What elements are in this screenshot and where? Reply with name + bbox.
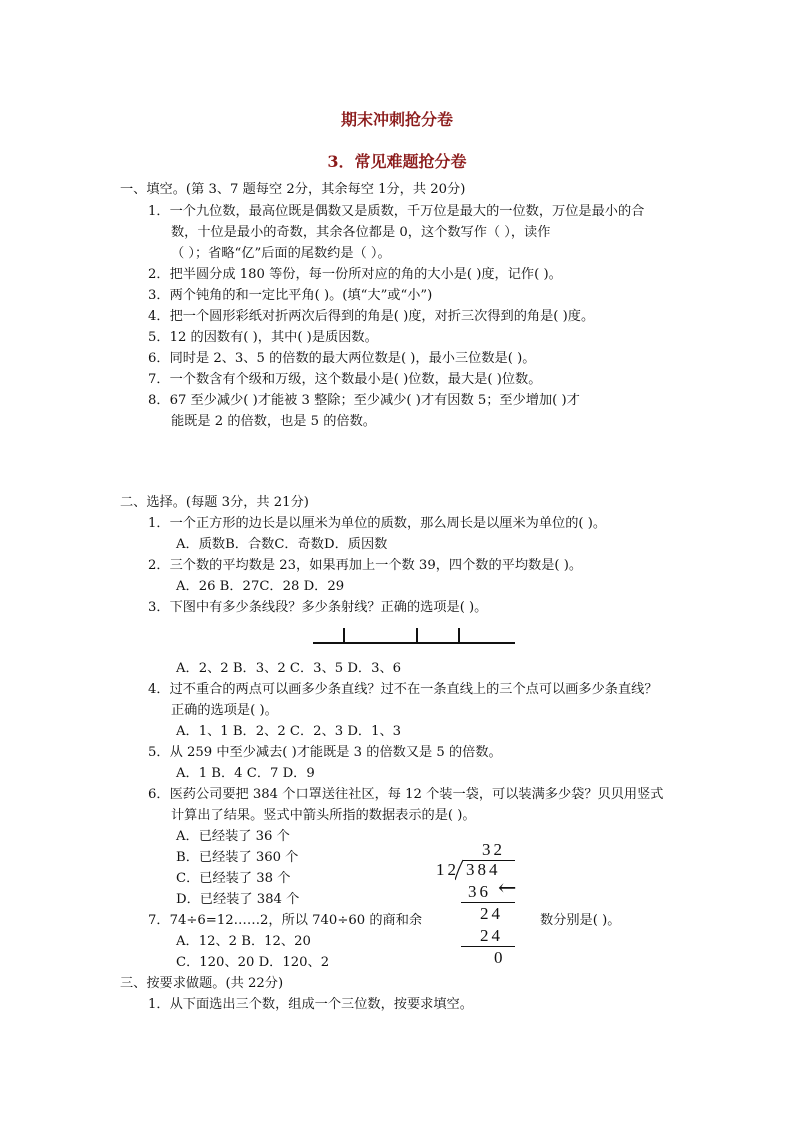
s2-q6-line2: 计算出了结果。竖式中箭头所指的数据表示的是( )。: [171, 808, 476, 823]
s2-q7-options-2: C．120、20 D．120、2: [176, 955, 330, 970]
s1-q8-line2: 能既是 2 的倍数，也是 5 的倍数。: [171, 414, 376, 429]
s2-q4-options: A．1、1 B．2、2 C．2、3 D．1、3: [176, 724, 402, 739]
s2-q2-options: A．26 B．27C．28 D．29: [176, 579, 345, 594]
division-dividend: 384: [466, 860, 501, 879]
division-rule-1: [461, 902, 515, 903]
s2-q3: 3．下图中有多少条线段？多少条射线？正确的选项是( )。: [148, 600, 488, 615]
s2-q1: 1．一个正方形的边长是以厘米为单位的质数，那么周长是以厘米为单位的( )。: [148, 516, 607, 531]
division-divisor: 12: [436, 860, 459, 879]
s2-q7-options-1: A．12、2 B．12、20: [176, 934, 311, 949]
division-rule-2: [461, 946, 515, 947]
s2-q6-option-b: B．已经装了 360 个: [176, 850, 299, 865]
s2-q5-options: A．1 B．4 C．7 D．9: [176, 766, 315, 781]
s2-q6-option-d: D．已经装了 384 个: [176, 892, 300, 907]
s2-q6-option-c: C．已经装了 38 个: [176, 871, 291, 886]
section-1-heading: 一、填空。(第 3、7 题每空 2分，其余每空 1分，共 20分): [120, 182, 466, 197]
s3-q1: 1．从下面选出三个数，组成一个三位数，按要求填空。: [148, 997, 473, 1012]
s1-q1-line1: 1．一个九位数，最高位既是偶数又是质数，千万位是最大的一位数，万位是最小的合: [148, 204, 645, 219]
s2-q3-options: A．2、2 B．3、2 C．3、5 D．3、6: [176, 661, 402, 676]
division-step-3: 24: [480, 926, 503, 945]
s1-q5: 5．12 的因数有( )，其中( )是质因数。: [148, 330, 378, 345]
division-bracket: [455, 859, 465, 881]
s2-q2: 2．三个数的平均数是 23，如果再加上一个数 39，四个数的平均数是( )。: [148, 558, 583, 573]
figure-point: [458, 628, 460, 644]
s1-q8-line1: 8．67 至少减少( )才能被 3 整除；至少减少( )才有因数 5；至少增加( )才: [148, 393, 580, 408]
figure-point: [416, 628, 418, 644]
s2-q6-option-a: A．已经装了 36 个: [176, 829, 290, 844]
s1-q2: 2．把半圆分成 180 等份，每一份所对应的角的大小是( )度，记作( )。: [148, 267, 562, 282]
s1-q7: 7．一个数含有个级和万级，这个数最小是( )位数，最大是( )位数。: [148, 372, 542, 387]
s2-q1-options: A．质数B．合数C．奇数D．质因数: [176, 537, 388, 552]
figure-point: [343, 628, 345, 644]
section-2-heading: 二、选择。(每题 3分，共 21分): [120, 495, 309, 510]
s1-q6: 6．同时是 2、3、5 的倍数的最大两位数是( )，最小三位数是( )。: [148, 351, 536, 366]
s2-q4-line2: 正确的选项是( )。: [171, 703, 278, 718]
division-remainder: 0: [494, 948, 506, 967]
section-3-heading: 三、按要求做题。(共 22分): [120, 976, 284, 991]
s1-q1-line3: （ ）；省略“亿”后面的尾数约是（ ）。: [171, 246, 391, 261]
s1-q1-line2: 数，十位是最小的奇数，其余各位都是 0，这个数写作（ ），读作: [171, 225, 551, 240]
s1-q4: 4．把一个圆形彩纸对折两次后得到的角是( )度，对折三次得到的角是( )度。: [148, 309, 595, 324]
s1-q3: 3．两个钝角的和一定比平角( )。(填“大”或“小”): [148, 288, 433, 303]
division-step-1: 36: [468, 882, 491, 901]
page-title: 期末冲刺抢分卷: [340, 110, 453, 129]
s2-q6-line1: 6．医药公司要把 384 个口罩送往社区，每 12 个装一袋，可以装满多少袋？贝贝用竖式: [148, 787, 664, 802]
division-quotient: 32: [482, 840, 505, 859]
s2-q7-left: 7．74÷6=12……2，所以 740÷60 的商和余: [148, 913, 423, 928]
page-subtitle: 3．常见难题抢分卷: [327, 152, 467, 171]
division-step-2: 24: [480, 904, 503, 923]
arrow-left-icon: ←: [498, 876, 517, 901]
s2-q5: 5．从 259 中至少减去( )才能既是 3 的倍数又是 5 的倍数。: [148, 745, 502, 760]
s2-q4-line1: 4．过不重合的两点可以画多少条直线？过不在一条直线上的三个点可以画多少条直线？: [148, 682, 658, 697]
s2-q7-right: 数分别是( )。: [540, 913, 621, 928]
